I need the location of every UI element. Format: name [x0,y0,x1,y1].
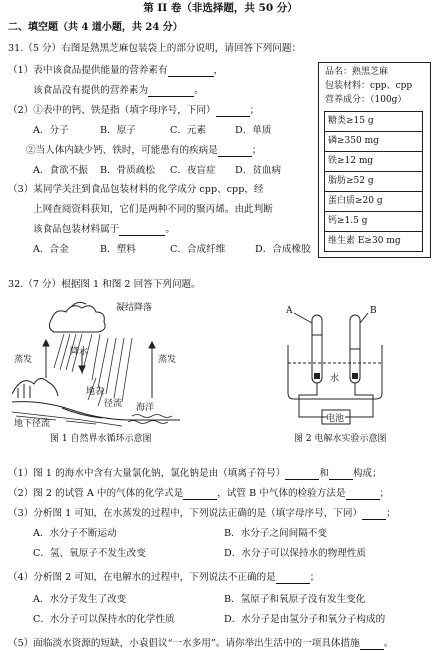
answer-blank[interactable] [276,574,310,584]
q32-part2-mid: ，试管 B 中气体的检验方法是 [217,488,346,499]
figure1-caption: 图 1 自然界水循环示意图 [50,434,152,444]
battery-label: 电池 [326,414,345,424]
q31-part2b-text: ②当人体内缺少钙、铁时，可能患有的疾病是 [26,145,218,156]
water-label: 水 [330,374,340,384]
tube-a-label: A [286,306,293,316]
electrolysis-figure [268,305,408,430]
q32-opt4-d: D．水分子是由氢分子和氧分子构成的 [224,614,386,625]
q31-part3c: 该食品包装材料属于 。 [33,224,175,235]
q32-part5-text: （5）面临淡水资源的短缺，小袁倡议“一水多用”。请你举出生活中的一项具体措施 [8,638,360,649]
answer-blank[interactable] [119,226,165,236]
q31-opt3-c: C．合成纤维 [170,244,226,255]
q32-part3-text: （3）分析图 1 可知，在水蒸发的过程中，下列说法正确的是（填字母序号，下同） [8,508,363,519]
nutrition-row: 糖类≥15 g [325,112,423,132]
q32-part3 [8,508,396,520]
answer-blank[interactable] [362,510,386,520]
q31-part2-text: （2）①表中的钙、铁是指（填字母序号，下同） [8,105,216,116]
answer-blank[interactable] [216,107,250,117]
q32-opt4-a: A．水分子发生了改变 [33,594,127,605]
section-title: 二、填空题（共 4 道小题，共 24 分） [8,22,183,33]
q31-part1a-text: （1）表中该食品提供能量的营养素有 [8,65,168,76]
part-title: 第 II 卷（非选择题，共 50 分） [143,2,298,14]
q31-intro: 31.（5 分）右图是熟黑芝麻包装袋上的部分说明，请回答下列问题： [8,43,302,54]
q32-part1-end: 构成； [352,468,382,479]
q31-opt-b: B．原子 [100,125,136,136]
q32-part5-end: 。 [383,638,394,649]
nutrition-row: 维生素 E≥30 mg [325,232,423,252]
q31-part2: （2）①表中的钙、铁是指（填字母序号，下同） ； [8,105,260,116]
q31-part3a: （3）某同学关注到食品包装材料的化学成分 cpp、cpp，经 [8,184,264,195]
label-nutrition-heading: 营养成分：（100g） [325,95,407,105]
q32-opt3-b: B．水分子之间间隔不变 [224,528,327,539]
q32-part4 [8,572,319,584]
label-surface: 地表 [86,387,105,397]
q32-part3-end: ； [386,508,396,519]
nutrition-row: 铁≥12 mg [325,152,423,172]
q32-intro: 32.（7 分）根据图 1 和图 2 回答下列问题。 [8,279,201,290]
q32-opt4-c: C．水分子可以保持水的化学性质 [33,614,175,625]
q31-opt2-c: C．夜盲症 [170,165,216,176]
q31-opt3-b: B．塑料 [100,244,136,255]
label-runoff: 径流 [104,399,123,409]
q32-part4-text: （4）分析图 2 可知，在电解水的过程中，下列说法不正确的是 [8,572,276,583]
label-evaporation-right: 蒸发 [158,355,177,365]
q31-part1a: （1）表中该食品提供能量的营养素有 ， [8,65,224,76]
label-product-name: 品名：熟黑芝麻 [325,67,389,77]
answer-blank[interactable] [183,490,217,500]
nutrition-row: 磷≥350 mg [325,132,423,152]
nutrition-table [324,111,423,252]
q31-part2b: ②当人体内缺少钙、铁时，可能患有的疾病是 ； [26,145,262,156]
label-groundwater: 地下径流 [14,419,51,428]
q31-opt-a: A．分子 [33,125,69,136]
q32-part1 [8,468,382,480]
q32-part2-text: （2）图 2 的试管 A 中的气体的化学式是 [8,488,184,499]
q31-opt2-d: D．贫血病 [235,165,282,176]
tube-b-label: B [370,306,377,316]
q31-opt3-d: D．合成橡胶 [255,244,311,255]
q31-opt3-a: A．合金 [33,244,69,255]
label-evaporation-left: 蒸发 [14,355,33,365]
q31-part1b: 该食品没有提供的营养素为 。 [33,85,204,96]
q31-opt-c: C．元素 [170,125,207,136]
q31-part3c-text: 该食品包装材料属于 [33,224,120,235]
q32-opt4-b: B．氢原子和氧原子没有发生变化 [224,594,366,605]
answer-blank[interactable] [218,147,252,157]
q31-part1b-text: 该食品没有提供的营养素为 [33,85,149,96]
q32-part5 [8,638,393,650]
nutrition-row: 蛋白质≥20 g [325,192,423,212]
label-ocean: 海洋 [136,403,155,413]
q31-opt-d: D．单质 [235,125,272,136]
answer-blank[interactable] [329,470,353,480]
q32-opt3-a: A．水分子不断运动 [33,528,117,539]
q31-part3b: 上网查阅资料获知，它们是两种不同的聚丙烯。由此判断 [33,204,273,215]
nutrition-row: 脂肪≥52 g [325,172,423,192]
q32-part4-end: ； [309,572,320,583]
nutrition-row: 钙≥1.5 g [325,212,423,232]
answer-blank[interactable] [168,67,214,77]
answer-blank[interactable] [360,640,384,650]
label-precipitation: 降水 [70,347,89,357]
q31-opt2-a: A．食欲不振 [33,165,88,176]
answer-blank[interactable] [285,470,319,480]
answer-blank[interactable] [148,87,194,97]
q32-part1-and: 和 [319,468,329,479]
figure2-caption: 图 2 电解水实验示意图 [294,434,387,444]
q32-part2-end: ； [379,488,390,499]
answer-blank[interactable] [346,490,380,500]
nutrition-label [318,62,431,258]
q32-opt3-c: C．氢、氧原子不发生改变 [33,548,146,559]
label-packaging: 包装材料：cpp、cpp [325,81,413,91]
water-cycle-figure [12,298,180,428]
q31-opt2-b: B．骨质疏松 [100,165,156,176]
q32-part1-text: （1）图 1 的海水中含有大量氯化钠，氯化钠是由（填离子符号） [8,468,286,479]
q32-opt3-d: D．水分子可以保持水的物理性质 [224,548,367,559]
label-condense: 凝结降落 [116,303,153,313]
q32-part2 [8,488,389,500]
